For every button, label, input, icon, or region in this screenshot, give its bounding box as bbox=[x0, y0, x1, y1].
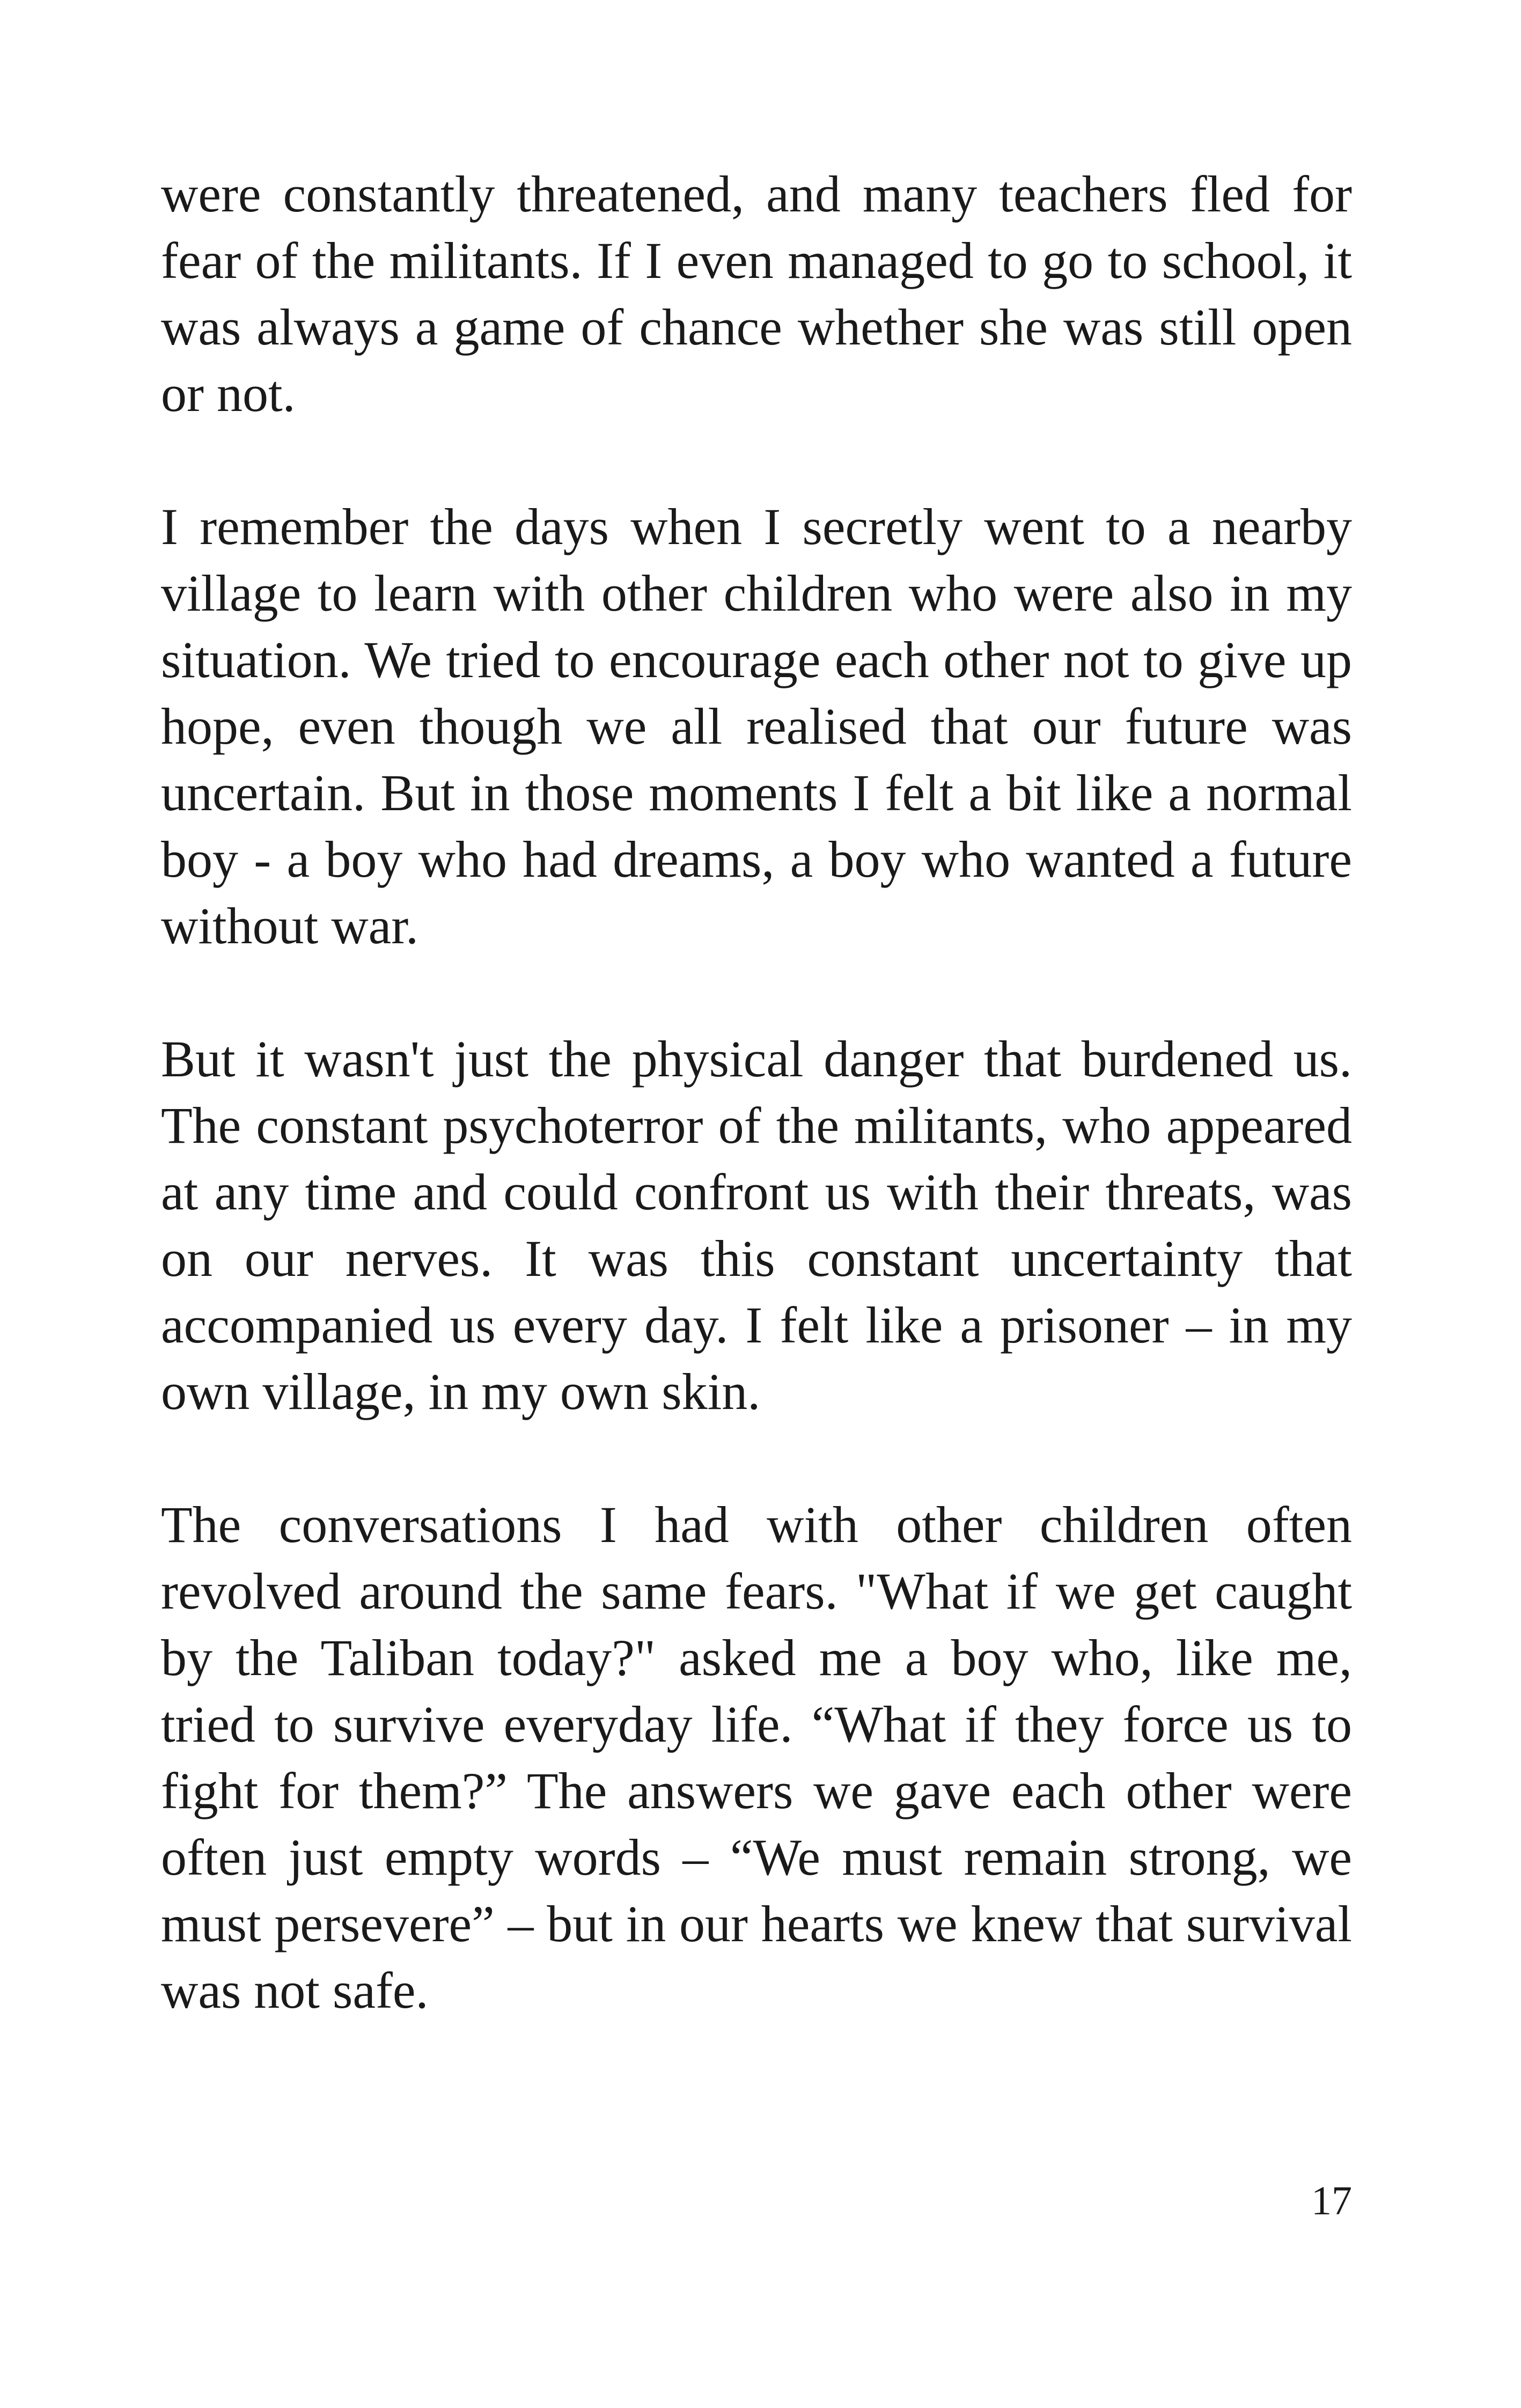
body-text bbox=[161, 161, 1352, 2090]
page-number: 17 bbox=[1311, 2178, 1352, 2223]
paragraph-3: But it wasn't just the physical danger that burdened us. The constant psychoterror of the militants, who appeared at any time and could confront us with their threats, was on our nerves. It was this constant uncertainty that accompanied us every day. I felt like a prisoner – in my own village, in my own skin. bbox=[161, 1030, 1352, 1420]
paragraph-2: I remember the days when I secretly went to a nearby village to learn with other children who were also in my situation. We tried to encourage each other not to give up hope, even though we all realised that our future was uncertain. But in those moments I felt a bit like a normal boy - a boy who had dreams, a boy who wanted a future without war. bbox=[161, 498, 1352, 955]
paragraph-1: were constantly threatened, and many teachers fled for fear of the militants. If I even managed to go to school, it was always a game of chance whether she was still open or not. bbox=[161, 165, 1352, 422]
paragraph-4: The conversations I had with other children often revolved around the same fears. "What if we get caught by the Taliban today?" asked me a boy who, like me, tried to survive everyday life. “What if they force us to fight for them?” The answers we gave each other were often just empty words – “We must remain strong, we must persevere” – but in our hearts we knew that survival was not safe. bbox=[161, 1496, 1352, 2019]
